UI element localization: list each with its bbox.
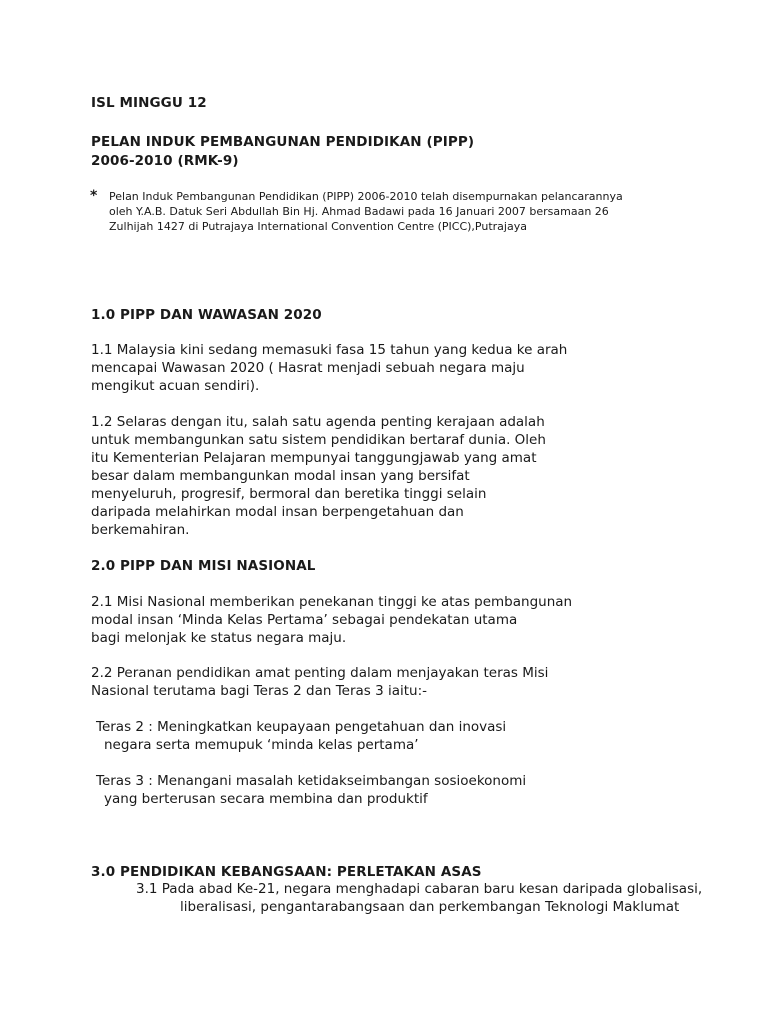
para-1-1-line-1: 1.1 Malaysia kini sedang memasuki fasa 15 tahun yang kedua ke arah (91, 342, 568, 358)
para-1-2-line-2: untuk membangunkan satu sistem pendidikan bertaraf dunia. Oleh (91, 432, 546, 448)
para-3-1-line-1: 3.1 Pada abad Ke-21, negara menghadapi cabaran baru kesan daripada globalisasi, (136, 881, 703, 897)
para-1-2-line-6: daripada melahirkan modal insan berpengetahuan dan (91, 504, 464, 520)
note-line-3: Zulhijah 1427 di Putrajaya International Convention Centre (PICC),Putrajaya (109, 220, 527, 233)
para-2-1-line-2: modal insan ‘Minda Kelas Pertama’ sebagai pendekatan utama (91, 612, 518, 628)
para-2-1-line-3: bagi melonjak ke status negara maju. (91, 630, 347, 646)
note-line-2: oleh Y.A.B. Datuk Seri Abdullah Bin Hj. Ahmad Badawi pada 16 Januari 2007 bersamaan 26 (109, 205, 609, 218)
section-1-heading: 1.0 PIPP DAN WAWASAN 2020 (91, 307, 322, 323)
note-line-1: Pelan Induk Pembangunan Pendidikan (PIPP) 2006-2010 telah disempurnakan pelancarannya (109, 190, 623, 203)
document-title: ISL MINGGU 12 (91, 95, 207, 111)
section-3-heading: 3.0 PENDIDIKAN KEBANGSAAN: PERLETAKAN ASAS (91, 864, 482, 880)
teras-2-line-2: negara serta memupuk ‘minda kelas pertama’ (104, 737, 419, 753)
para-3-1-line-2: liberalisasi, pengantarabangsaan dan perkembangan Teknologi Maklumat (180, 899, 680, 915)
para-1-2-line-4: besar dalam membangunkan modal insan yang bersifat (91, 468, 470, 484)
main-heading-line-2: 2006-2010 (RMK-9) (91, 153, 239, 169)
main-heading-line-1: PELAN INDUK PEMBANGUNAN PENDIDIKAN (PIPP) (91, 134, 475, 150)
para-1-1-line-3: mengikut acuan sendiri). (91, 378, 260, 394)
note-bullet: * (90, 188, 98, 204)
para-1-2-line-7: berkemahiran. (91, 522, 190, 538)
para-2-2-line-1: 2.2 Peranan pendidikan amat penting dalam menjayakan teras Misi (91, 665, 549, 681)
para-1-2-line-3: itu Kementerian Pelajaran mempunyai tanggungjawab yang amat (91, 450, 537, 466)
para-2-2-line-2: Nasional terutama bagi Teras 2 dan Teras 3 iaitu:- (91, 683, 428, 699)
teras-3-line-1: Teras 3 : Menangani masalah ketidakseimbangan sosioekonomi (96, 773, 527, 789)
teras-2-line-1: Teras 2 : Meningkatkan keupayaan pengetahuan dan inovasi (96, 719, 507, 735)
section-2-heading: 2.0 PIPP DAN MISI NASIONAL (91, 558, 316, 574)
para-1-2-line-5: menyeluruh, progresif, bermoral dan beretika tinggi selain (91, 486, 487, 502)
para-1-1-line-2: mencapai Wawasan 2020 ( Hasrat menjadi sebuah negara maju (91, 360, 525, 376)
para-1-2-line-1: 1.2 Selaras dengan itu, salah satu agenda penting kerajaan adalah (91, 414, 545, 430)
teras-3-line-2: yang berterusan secara membina dan produktif (104, 791, 428, 807)
para-2-1-line-1: 2.1 Misi Nasional memberikan penekanan tinggi ke atas pembangunan (91, 594, 573, 610)
